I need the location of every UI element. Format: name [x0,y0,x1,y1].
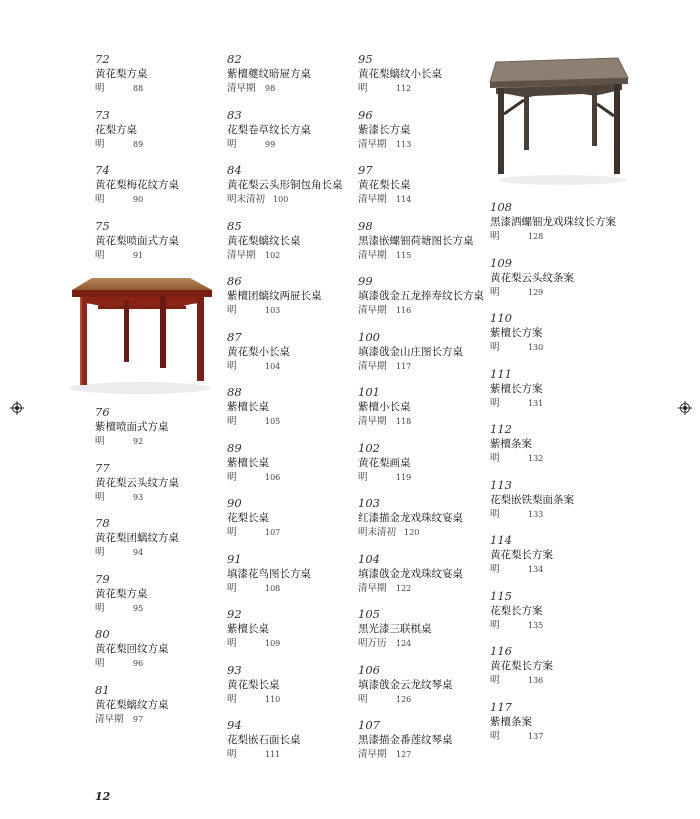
entry-number: 116 [490,644,512,658]
entry-number: 100 [358,329,380,344]
entry-title: 黄花梨云头纹条案 [490,271,574,284]
entry-meta [358,249,486,263]
entry-page-reference: 136 [528,676,544,685]
entry-number: 73 [95,107,110,122]
catalog-entry [490,533,618,589]
entry-title: 黄花梨方桌 [95,587,148,600]
entry-title: 黄花梨长桌 [227,678,280,691]
catalog-entry [490,700,618,756]
index-column-1-lower [95,405,223,738]
catalog-entry [95,219,223,275]
entry-title: 紫檀夔纹暗屉方桌 [227,68,311,80]
entry-number: 99 [358,274,373,288]
entry-page-reference: 113 [396,139,412,149]
index-column-3 [358,52,486,774]
entry-period: 明 [227,471,237,483]
entry-number: 107 [358,718,380,732]
entry-page-reference: 99 [265,139,276,149]
catalog-entry [358,441,486,497]
catalog-entry [358,718,486,774]
entry-number: 91 [227,551,242,566]
entry-page-reference: 133 [528,509,544,519]
entry-title: 黄花梨回纹方桌 [95,643,169,655]
entry-title: 黑漆嵌螺钿荷塘图长方桌 [358,234,474,247]
catalog-entry [358,163,486,219]
entry-period: 明 [95,83,105,94]
entry-period: 明 [490,453,500,464]
entry-title: 黄花梨方桌 [95,68,148,80]
catalog-entry [95,52,223,108]
entry-title: 紫漆长方桌 [358,123,411,136]
entry-title: 紫檀长桌 [227,401,269,413]
entry-meta [95,82,223,96]
entry-number: 81 [95,682,110,697]
entry-number: 79 [95,571,110,586]
entry-period: 明 [490,342,500,353]
entry-page-reference: 103 [265,306,281,315]
entry-period: 明 [227,527,237,538]
catalog-entry [358,330,486,386]
catalog-entry [358,552,486,608]
entry-title: 填漆花鸟图长方桌 [227,567,311,580]
entry-period: 明 [227,416,237,427]
entry-period: 明 [490,231,500,242]
entry-page-reference: 108 [265,583,281,593]
catalog-entry [227,552,355,608]
catalog-entry [95,461,223,517]
catalog-entry [95,405,223,461]
entry-page-reference: 132 [528,454,544,463]
catalog-entry [358,52,486,108]
entry-meta [227,582,355,596]
entry-page-reference: 96 [133,659,144,668]
entry-period: 明 [358,83,368,94]
entry-title: 紫檀喷面式方桌 [95,421,169,433]
entry-meta [490,286,618,300]
entry-period: 明 [490,286,500,298]
entry-title: 黄花梨长方案 [490,549,553,561]
entry-number: 113 [490,477,512,492]
entry-period: 明 [95,194,105,205]
catalog-entry [358,108,486,164]
entry-title: 黄花梨螭纹方桌 [95,698,169,711]
entry-number: 93 [227,662,242,677]
entry-number: 109 [490,255,512,270]
entry-title: 紫檀条案 [490,715,532,728]
entry-meta [490,397,618,411]
entry-number: 80 [95,627,110,641]
registration-mark-left [10,401,24,415]
entry-period: 明 [490,508,500,520]
entry-meta [95,602,223,616]
entry-meta [358,637,486,651]
entry-period: 明 [227,638,237,649]
catalog-entry [358,274,486,330]
entry-meta [358,193,486,207]
entry-period: 清早期 [358,249,387,261]
entry-period: 清早期 [358,749,387,760]
entry-number: 76 [95,405,110,419]
entry-number: 92 [227,607,242,621]
entry-meta [358,748,486,762]
catalog-entry [227,607,355,663]
entry-title: 花梨方桌 [95,123,137,136]
catalog-entry [95,627,223,683]
entry-meta [358,471,486,485]
entry-meta [227,193,355,207]
entry-meta [227,693,355,707]
entry-title: 黄花梨螭纹长桌 [227,234,301,247]
entry-title: 黄花梨长方案 [490,660,553,672]
catalog-entry [95,516,223,572]
entry-period: 明 [490,619,500,631]
entry-page-reference: 128 [528,232,544,241]
entry-page-reference: 102 [265,250,281,260]
entry-meta [490,730,618,744]
entry-meta [490,452,618,466]
entry-page-reference: 97 [133,714,144,724]
entry-page-reference: 110 [265,694,281,704]
entry-number: 102 [358,440,380,455]
entry-page-reference: 106 [265,472,281,482]
entry-title: 黑漆洒螺钿龙戏珠纹长方案 [490,216,616,228]
catalog-entry [227,385,355,441]
entry-number: 104 [358,551,380,566]
entry-title: 黄花梨梅花纹方桌 [95,179,179,191]
entry-meta [95,193,223,207]
entry-page-reference: 130 [528,343,544,352]
entry-page-reference: 117 [396,361,412,371]
entry-meta [227,249,355,263]
entry-meta [227,471,355,485]
entry-period: 明 [227,138,237,150]
entry-number: 101 [358,385,380,399]
entry-title: 黄花梨云头形铜包角长桌 [227,179,343,191]
entry-page-reference: 100 [273,195,289,204]
entry-meta [95,435,223,449]
entry-number: 111 [490,366,512,381]
index-column-4 [490,200,618,755]
catalog-entry [490,311,618,367]
entry-period: 明 [490,397,500,409]
entry-page-reference: 94 [133,548,144,557]
entry-number: 82 [227,52,242,66]
entry-number: 74 [95,163,110,177]
entry-number: 88 [227,385,242,399]
entry-period: 明 [95,547,105,558]
entry-period: 明 [95,658,105,669]
entry-period: 明 [490,675,500,686]
entry-title: 黄花梨小长桌 [227,345,290,358]
entry-meta [95,713,223,727]
entry-number: 78 [95,516,110,530]
entry-title: 紫檀小长桌 [358,401,411,413]
catalog-entry [95,163,223,219]
entry-number: 90 [227,496,242,510]
entry-title: 紫檀条案 [490,438,532,450]
page-folio-number: 12 [95,790,111,803]
entry-meta [95,491,223,505]
catalog-entry [227,718,355,774]
entry-page-reference: 122 [396,583,412,593]
entry-title: 紫檀长桌 [227,623,269,635]
entry-meta [490,230,618,244]
entry-page-reference: 127 [396,750,412,759]
entry-period: 明 [95,436,105,447]
entry-meta [227,526,355,540]
entry-number: 96 [358,107,373,122]
catalog-entry [358,663,486,719]
entry-period: 明 [490,564,500,575]
entry-number: 83 [227,107,242,122]
entry-number: 85 [227,218,242,233]
entry-number: 97 [358,163,373,177]
entry-page-reference: 126 [396,694,412,704]
entry-title: 紫檀长桌 [227,456,269,469]
catalog-entry [227,52,355,108]
entry-page-reference: 114 [396,195,412,204]
entry-meta [490,508,618,522]
entry-number: 117 [490,699,512,714]
entry-number: 77 [95,460,110,475]
entry-title: 黑漆描金番莲纹琴桌 [358,734,453,746]
entry-page-reference: 89 [133,139,144,149]
entry-period: 明 [358,471,368,483]
entry-number: 87 [227,329,242,344]
catalog-entry [490,644,618,700]
catalog-entry [95,683,223,739]
entry-page-reference: 90 [133,195,144,204]
catalog-entry [227,663,355,719]
entry-page-reference: 112 [396,84,412,93]
entry-page-reference: 104 [265,361,281,371]
entry-page-reference: 137 [528,731,544,741]
entry-period: 明 [227,693,237,705]
entry-title: 红漆描金龙戏珠纹宴桌 [358,512,463,524]
catalog-entry [358,385,486,441]
catalog-entry [358,496,486,552]
entry-page-reference: 134 [528,565,544,574]
index-column-1-upper [95,52,223,274]
entry-period: 清早期 [95,713,124,725]
entry-meta [227,138,355,152]
entry-title: 花梨卷草纹长方桌 [227,123,311,136]
entry-page-reference: 115 [396,250,412,260]
entry-number: 110 [490,311,512,325]
entry-page-reference: 91 [133,250,144,260]
entry-title: 花梨长方案 [490,604,543,617]
entry-meta [227,748,355,762]
entry-period: 清早期 [358,582,387,594]
entry-title: 黄花梨喷面式方桌 [95,234,179,247]
entry-number: 75 [95,218,110,233]
entry-meta [95,657,223,671]
entry-meta [358,82,486,96]
catalog-entry [490,256,618,312]
entry-page-reference: 118 [396,417,412,426]
entry-period: 明 [95,138,105,150]
entry-page-reference: 116 [396,306,412,315]
entry-meta [490,341,618,355]
entry-period: 明 [358,693,368,705]
catalog-entry [227,108,355,164]
entry-title: 紫檀长方案 [490,382,543,395]
entry-period: 清早期 [358,194,387,205]
entry-meta [358,138,486,152]
catalog-entry [95,572,223,628]
entry-title: 花梨长桌 [227,512,269,524]
entry-period: 清早期 [358,138,387,150]
entry-title: 黄花梨画桌 [358,456,411,469]
entry-number: 103 [358,496,380,510]
entry-page-reference: 92 [133,437,144,446]
entry-period: 明 [227,749,237,760]
entry-meta [358,304,486,318]
entry-meta [95,249,223,263]
index-column-2 [227,52,355,774]
entry-period: 明 [227,305,237,316]
entry-period: 清早期 [227,249,256,261]
entry-number: 89 [227,440,242,455]
entry-page-reference: 111 [265,750,281,759]
entry-meta [227,360,355,374]
entry-period: 清早期 [358,360,387,372]
entry-title: 黄花梨长桌 [358,179,411,191]
entry-page-reference: 109 [265,639,281,648]
entry-page-reference: 98 [265,84,276,93]
entry-meta [358,693,486,707]
entry-title: 花梨嵌石面长桌 [227,734,301,746]
entry-meta [227,304,355,318]
entry-page-reference: 88 [133,84,144,93]
entry-page-reference: 107 [265,528,281,537]
catalog-entry [227,219,355,275]
entry-page-reference: 124 [396,639,412,648]
red-lacquer-table-image [62,272,217,397]
catalog-entry [358,219,486,275]
entry-meta [490,563,618,577]
entry-title: 花梨嵌铁梨面条案 [490,493,574,506]
entry-number: 106 [358,662,380,677]
entry-meta [358,582,486,596]
entry-page-reference: 131 [528,398,544,408]
catalog-entry [227,163,355,219]
entry-page-reference: 129 [528,287,544,297]
entry-meta [358,415,486,429]
entry-title: 黄花梨螭纹小长桌 [358,68,442,80]
entry-period: 明 [490,730,500,742]
entry-period: 清早期 [227,83,256,94]
entry-title: 黑光漆三联棋桌 [358,623,432,635]
catalog-entry [490,589,618,645]
catalog-entry [95,108,223,164]
entry-period: 明 [227,360,237,372]
registration-mark-right [678,401,692,415]
entry-period: 明 [95,602,105,614]
entry-number: 84 [227,163,242,177]
entry-period: 明 [227,582,237,594]
entry-period: 清早期 [358,305,387,316]
entry-page-reference: 135 [528,620,544,630]
entry-meta [95,138,223,152]
entry-number: 98 [358,218,373,233]
entry-meta [490,619,618,633]
entry-page-reference: 120 [404,528,420,537]
entry-page-reference: 105 [265,417,281,426]
catalog-entry [227,274,355,330]
entry-period: 明末清初 [227,194,266,205]
catalog-entry [227,496,355,552]
entry-number: 114 [490,533,512,547]
entry-meta [490,674,618,688]
catalog-entry [490,367,618,423]
entry-title: 填漆戗金云龙纹琴桌 [358,678,453,691]
catalog-entry [490,200,618,256]
entry-meta [227,82,355,96]
entry-title: 填漆戗金山庄图长方桌 [358,345,463,358]
entry-meta [358,360,486,374]
catalog-entry [490,478,618,534]
entry-number: 112 [490,422,512,436]
dark-stone-top-table-image [488,54,632,188]
entry-period: 明万历 [358,638,387,649]
entry-page-reference: 119 [396,472,412,482]
entry-number: 105 [358,607,380,621]
catalog-entry [227,330,355,386]
catalog-entry [358,607,486,663]
entry-number: 94 [227,718,242,732]
entry-number: 86 [227,274,242,288]
entry-meta [95,546,223,560]
entry-number: 95 [358,52,373,66]
entry-title: 紫檀团螭纹两屉长桌 [227,290,322,302]
entry-page-reference: 93 [133,492,144,502]
catalog-entry [490,422,618,478]
entry-number: 72 [95,52,110,66]
entry-period: 清早期 [358,416,387,427]
entry-period: 明 [95,491,105,503]
entry-number: 108 [490,200,512,214]
entry-period: 明 [95,249,105,261]
entry-period: 明末清初 [358,527,397,538]
entry-meta [227,637,355,651]
entry-title: 填漆戗金龙戏珠纹宴桌 [358,567,463,580]
entry-title: 填漆戗金五龙捧寿纹长方桌 [358,290,484,302]
entry-page-reference: 95 [133,603,144,613]
entry-title: 黄花梨团螭纹方桌 [95,532,179,544]
entry-meta [358,526,486,540]
entry-title: 紫檀长方案 [490,327,543,339]
catalog-entry [227,441,355,497]
entry-number: 115 [490,588,512,603]
entry-meta [227,415,355,429]
entry-title: 黄花梨云头纹方桌 [95,476,179,489]
